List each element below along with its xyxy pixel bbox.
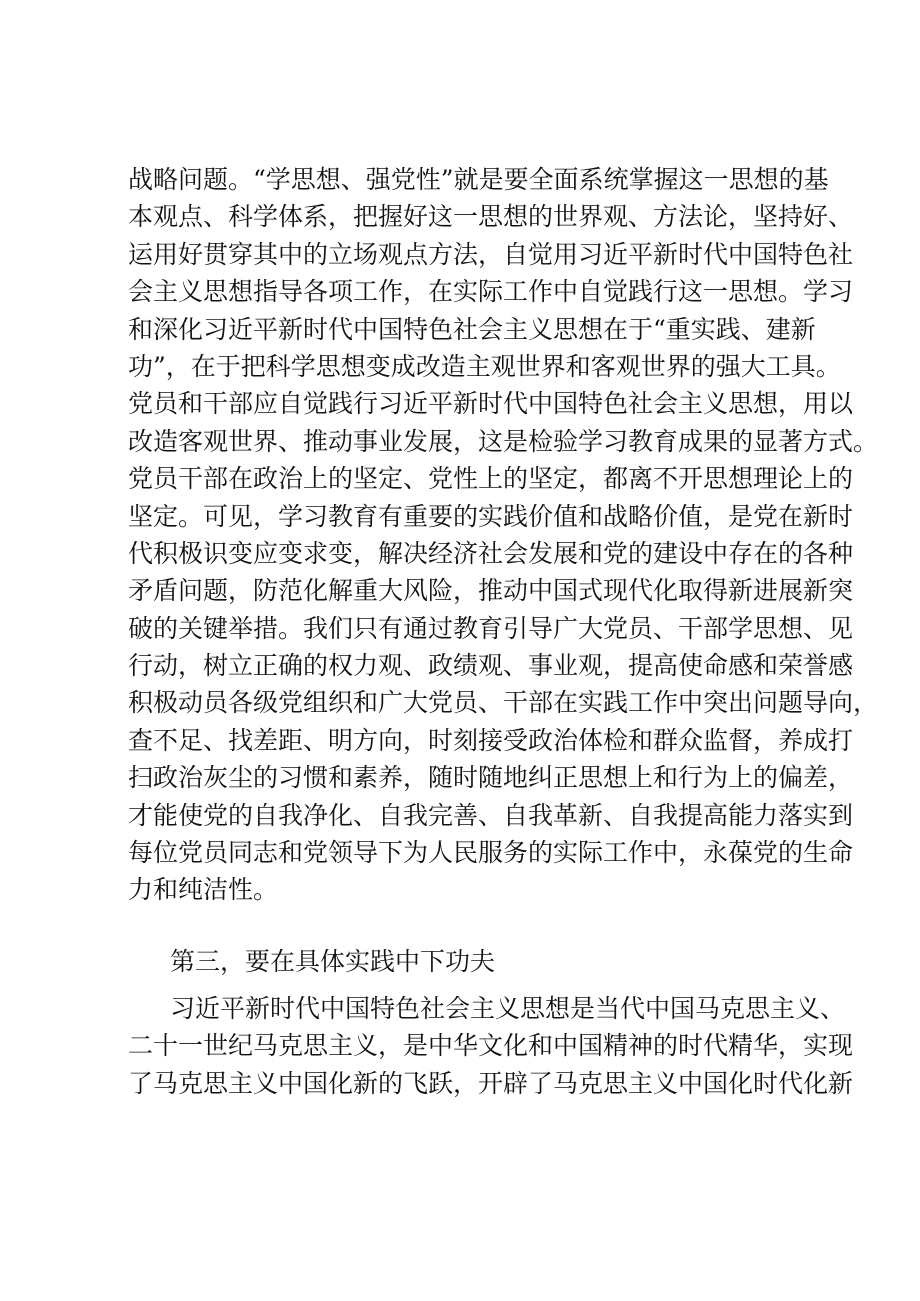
text-line: 和深化习近平新时代中国特色社会主义思想在于“重实践、建新 [128,314,816,344]
text-line: 每位党员同志和党领导下为人民服务的实际工作中，永葆党的生命 [128,838,854,868]
text-line: 战略问题。“学思想、强党性”就是要全面系统掌握这一思想的基 [128,165,829,194]
text-line: 党员和干部应自觉践行习近平新时代中国特色社会主义思想，用以 [128,389,854,419]
text-line: 破的关键举措。我们只有通过教育引导广大党员、干部学思想、见 [128,613,854,643]
text-line: 习近平新时代中国特色社会主义思想是当代中国马克思主义、 [170,994,846,1023]
text-line: 矛盾问题，防范化解重大风险，推动中国式现代化取得新进展新突 [128,576,854,606]
text-line: 行动，树立正确的权力观、政绩观、事业观，提高使命感和荣誉感 [128,651,854,681]
paragraph-xi-thought [128,990,854,1102]
text-line: 扫政治灰尘的习惯和素养，随时随地纠正思想上和行为上的偏差， [128,763,854,793]
section-heading-third [128,943,800,980]
text-line: 本观点、科学体系，把握好这一思想的世界观、方法论，坚持好、 [128,202,854,232]
text-line: 积极动员各级党组织和广大党员、干部在实践工作中突出问题导向， [128,688,879,718]
text-line: 功”，在于把科学思想变成改造主观世界和客观世界的强大工具。 [128,351,841,381]
text-line: 会主义思想指导各项工作，在实际工作中自觉践行这一思想。学习 [128,277,854,307]
text-line: 了马克思主义中国化新的飞跃，开辟了马克思主义中国化时代化新 [128,1068,854,1098]
text-line: 才能使党的自我净化、自我完善、自我革新、自我提高能力落实到 [128,800,854,830]
text-line: 力和纯洁性。 [128,875,279,905]
text-line: 二十一世纪马克思主义，是中华文化和中国精神的时代精华，实现 [128,1031,854,1061]
paragraph-strategic-value [128,161,879,909]
text-line: 查不足、找差距、明方向，时刻接受政治体检和群众监督，养成打 [128,725,854,755]
text-line: 运用好贯穿其中的立场观点方法，自觉用习近平新时代中国特色社 [128,239,854,269]
text-line: 坚定。可见，学习教育有重要的实践价值和战略价值，是党在新时 [128,501,854,531]
text-line: 代积极识变应变求变，解决经济社会发展和党的建设中存在的各种 [128,538,854,568]
text-line: 党员干部在政治上的坚定、党性上的坚定，都离不开思想理论上的 [128,464,854,494]
text-line: 改造客观世界、推动事业发展，这是检验学习教育成果的显著方式。 [128,426,879,456]
section-heading: 第三，要在具体实践中下功夫 [170,947,496,976]
